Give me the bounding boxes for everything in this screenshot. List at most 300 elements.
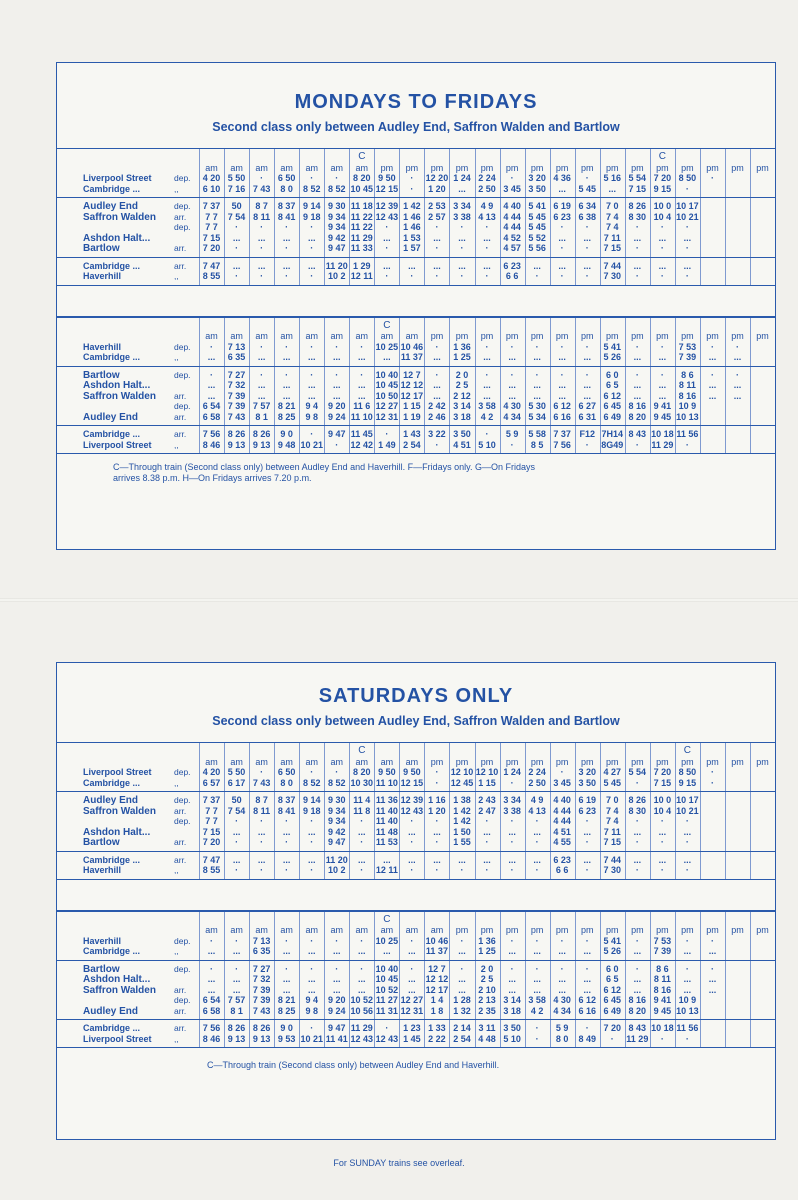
time-cell: 9 24 bbox=[327, 411, 346, 422]
time-cell: 12 15 bbox=[400, 777, 424, 788]
time-cell: · bbox=[385, 222, 389, 232]
timetable-row bbox=[57, 212, 775, 223]
time-cell: ... bbox=[358, 352, 366, 362]
time-cell: · bbox=[685, 837, 689, 847]
time-cell: ... bbox=[533, 260, 541, 271]
time-cell: ... bbox=[282, 826, 291, 837]
time-cell: 11 29 bbox=[626, 1033, 649, 1044]
time-cell: ... bbox=[433, 352, 441, 362]
time-cell: · bbox=[260, 837, 264, 847]
time-cell: · bbox=[535, 837, 539, 847]
time-cell: ... bbox=[658, 854, 667, 865]
time-cell: · bbox=[710, 963, 714, 974]
time-cell bbox=[700, 261, 725, 272]
time-cell: 5 30 bbox=[528, 401, 546, 411]
time-cell: ... bbox=[307, 974, 316, 984]
time-cell: ... bbox=[408, 984, 416, 995]
time-cell bbox=[725, 1006, 750, 1017]
time-cell: ... bbox=[508, 854, 516, 865]
time-cell: pm bbox=[505, 756, 519, 767]
station-label bbox=[57, 412, 199, 423]
station-name: Cambridge ... bbox=[83, 183, 141, 194]
time-cell: · bbox=[660, 837, 664, 847]
station-name: Haverhill bbox=[83, 271, 122, 281]
time-cell: ... bbox=[307, 380, 316, 390]
time-cell: 12 39 bbox=[375, 201, 399, 211]
time-cell: 6 23 bbox=[503, 260, 521, 271]
time-cell: ... bbox=[558, 946, 566, 956]
time-cell bbox=[725, 440, 750, 451]
time-cell: 50 bbox=[231, 795, 242, 805]
time-cell: 6 57 bbox=[202, 777, 221, 788]
time-cell: · bbox=[335, 173, 339, 183]
arr-dep-type: arr. bbox=[174, 411, 187, 422]
time-cell: 3 14 bbox=[453, 401, 471, 411]
arr-dep-type: ,, bbox=[174, 183, 179, 194]
time-cell: · bbox=[310, 271, 314, 281]
time-cell: · bbox=[310, 222, 314, 232]
time-cell: 7 39 bbox=[252, 995, 271, 1005]
time-cell: 8 0 bbox=[555, 1033, 569, 1044]
time-cell: 6 19 bbox=[578, 795, 596, 805]
time-cell bbox=[750, 936, 775, 947]
time-cell: 11 8 bbox=[353, 805, 371, 816]
time-cell: 8 26 bbox=[227, 1023, 246, 1033]
time-cell: · bbox=[685, 222, 689, 232]
time-cell: am bbox=[230, 331, 243, 341]
time-cell: ... bbox=[282, 390, 291, 401]
time-cell: · bbox=[435, 837, 439, 847]
time-cell: ... bbox=[257, 390, 266, 401]
time-cell: · bbox=[535, 1023, 539, 1033]
time-cell: · bbox=[585, 271, 589, 281]
timetable-row bbox=[57, 380, 775, 391]
timetable-row bbox=[57, 778, 775, 789]
time-cell: 9 53 bbox=[277, 1033, 296, 1044]
time-cell: ... bbox=[458, 984, 466, 995]
timetable-row bbox=[57, 974, 775, 985]
station-name: Cambridge ... bbox=[83, 260, 141, 271]
time-cell: 2 5 bbox=[480, 974, 494, 984]
timetable-row bbox=[57, 837, 775, 848]
time-cell: 10 4 bbox=[653, 805, 672, 816]
time-cell: ... bbox=[383, 854, 391, 865]
time-cell: 10 2 bbox=[327, 271, 346, 281]
time-cell: pm bbox=[555, 331, 569, 341]
station-name: Saffron Walden bbox=[83, 805, 156, 817]
timetable-row bbox=[57, 1034, 775, 1045]
time-cell: 8 55 bbox=[202, 271, 221, 281]
time-cell: 11 48 bbox=[375, 826, 398, 837]
station-label bbox=[57, 1006, 199, 1017]
time-cell: · bbox=[660, 816, 664, 826]
time-cell: pm bbox=[555, 162, 569, 173]
time-cell: 7 57 bbox=[227, 995, 246, 1005]
time-cell: 2 14 bbox=[453, 1023, 471, 1033]
time-cell bbox=[199, 746, 224, 757]
time-cell: 6 5 bbox=[606, 974, 619, 984]
time-cell bbox=[750, 995, 775, 1006]
time-cell: · bbox=[285, 816, 289, 826]
through-train-marks bbox=[57, 915, 775, 926]
time-cell: 12 31 bbox=[400, 1005, 424, 1016]
time-cell: 1 20 bbox=[428, 805, 446, 816]
time-cell: · bbox=[360, 865, 364, 875]
time-cell: · bbox=[210, 369, 214, 380]
time-cell: C bbox=[683, 746, 692, 756]
time-cell: · bbox=[285, 865, 289, 875]
time-cell: · bbox=[285, 369, 289, 380]
time-cell: 2 50 bbox=[478, 183, 496, 194]
time-cell: · bbox=[335, 935, 339, 946]
time-cell: 7 56 bbox=[202, 1023, 221, 1033]
station-name: Liverpool Street bbox=[83, 767, 152, 777]
time-cell: ... bbox=[558, 380, 566, 390]
time-cell: 7 32 bbox=[252, 974, 271, 984]
time-cell: 8 20 bbox=[628, 1005, 647, 1016]
time-cell: am bbox=[355, 162, 369, 173]
time-cell bbox=[725, 1034, 750, 1045]
time-cell: ... bbox=[358, 826, 366, 837]
time-cell: pm bbox=[480, 162, 494, 173]
time-cell: 1 42 bbox=[403, 201, 421, 211]
arr-dep-type: arr. bbox=[174, 429, 187, 439]
time-cell: 11 40 bbox=[375, 816, 398, 826]
time-cell: · bbox=[660, 1033, 664, 1044]
time-cell: · bbox=[535, 865, 539, 875]
time-cell bbox=[725, 212, 750, 223]
time-cell bbox=[374, 152, 399, 163]
time-cell: ... bbox=[282, 380, 291, 390]
time-cell bbox=[500, 746, 525, 757]
time-cell: ... bbox=[408, 854, 416, 865]
time-cell: · bbox=[310, 837, 314, 847]
time-cell: 3 34 bbox=[453, 201, 471, 211]
time-cell bbox=[274, 915, 299, 926]
time-cell: · bbox=[635, 935, 639, 946]
time-cell bbox=[750, 440, 775, 451]
time-cell: · bbox=[360, 837, 364, 847]
time-cell: ... bbox=[533, 380, 541, 390]
time-cell bbox=[725, 271, 750, 282]
time-cell: ... bbox=[333, 390, 341, 401]
time-cell: · bbox=[710, 935, 714, 946]
time-cell: · bbox=[460, 271, 464, 281]
time-cell: 8 41 bbox=[277, 211, 296, 222]
time-cell: pm bbox=[606, 756, 619, 767]
time-cell: 7 32 bbox=[227, 380, 246, 390]
station-name: Bartlow bbox=[83, 963, 120, 975]
station-label bbox=[57, 974, 199, 985]
time-cell: pm bbox=[631, 162, 644, 173]
footnotes bbox=[57, 454, 775, 484]
time-cell: am bbox=[380, 925, 394, 935]
time-cell: · bbox=[510, 777, 514, 788]
time-cell: 11 22 bbox=[350, 211, 373, 222]
time-cell: 7 37 bbox=[202, 201, 221, 211]
time-cell: ... bbox=[533, 974, 541, 984]
arr-dep-type: ,, bbox=[174, 1033, 179, 1044]
time-cell bbox=[625, 746, 650, 757]
time-cell: 2 42 bbox=[428, 401, 446, 411]
time-cell: · bbox=[460, 963, 464, 974]
arr-dep-type: dep. bbox=[174, 963, 191, 974]
time-cell: 7 30 bbox=[603, 271, 622, 281]
timetable-section bbox=[57, 366, 775, 426]
time-cell: ... bbox=[282, 352, 291, 362]
time-cell bbox=[550, 321, 575, 332]
time-cell: 6 12 bbox=[553, 401, 571, 411]
time-cell: am bbox=[330, 331, 344, 341]
time-cell: ... bbox=[232, 826, 241, 837]
time-cell: pm bbox=[656, 756, 669, 767]
time-cell: pm bbox=[505, 331, 519, 341]
time-cell bbox=[525, 915, 550, 926]
time-cell: 50 bbox=[231, 201, 242, 211]
time-cell bbox=[750, 380, 775, 391]
time-cell: ... bbox=[232, 260, 241, 271]
timetable-row bbox=[57, 1006, 775, 1017]
time-cell: · bbox=[485, 369, 489, 380]
time-cell: ... bbox=[558, 260, 566, 271]
time-cell: ... bbox=[683, 946, 692, 956]
time-cell: · bbox=[585, 837, 589, 847]
time-cell: 7 30 bbox=[603, 865, 622, 875]
time-cell: 7 57 bbox=[252, 401, 271, 411]
time-cell bbox=[525, 152, 550, 163]
time-cell bbox=[700, 152, 725, 163]
time-cell: ... bbox=[458, 183, 466, 194]
time-cell: 5 9 bbox=[555, 1023, 569, 1033]
time-cell: ... bbox=[458, 232, 466, 243]
time-cell: ... bbox=[207, 390, 216, 401]
station-label bbox=[57, 995, 199, 1006]
timetable-row bbox=[57, 201, 775, 212]
time-cell bbox=[750, 855, 775, 866]
time-cell: · bbox=[260, 865, 264, 875]
time-cell: · bbox=[585, 816, 589, 826]
time-cell bbox=[449, 915, 474, 926]
time-cell: 8 37 bbox=[277, 795, 296, 805]
time-cell: ... bbox=[633, 984, 642, 995]
time-cell: · bbox=[360, 963, 364, 974]
station-label bbox=[57, 827, 199, 838]
time-cell: 5 54 bbox=[628, 767, 647, 777]
time-cell bbox=[750, 827, 775, 838]
station-label bbox=[57, 370, 199, 381]
time-cell: am bbox=[330, 756, 344, 767]
time-cell: pm bbox=[606, 162, 619, 173]
time-cell bbox=[750, 412, 775, 423]
time-cell bbox=[625, 915, 650, 926]
time-cell bbox=[575, 915, 600, 926]
time-cell: 7 7 bbox=[205, 211, 218, 222]
time-cell bbox=[525, 746, 550, 757]
time-cell: pm bbox=[455, 162, 469, 173]
time-cell: ... bbox=[583, 974, 591, 984]
time-cell: 11 40 bbox=[375, 805, 398, 816]
time-cell: 8 49 bbox=[578, 1033, 596, 1044]
through-train-marks bbox=[57, 746, 775, 757]
time-cell: · bbox=[210, 963, 214, 974]
time-cell: pm bbox=[756, 756, 769, 767]
time-cell bbox=[650, 746, 675, 757]
time-cell bbox=[750, 401, 775, 412]
time-cell: 8 11 bbox=[678, 380, 696, 390]
timetable-row bbox=[57, 855, 775, 866]
time-cell: · bbox=[310, 429, 314, 439]
timetable-row bbox=[57, 964, 775, 975]
time-cell bbox=[199, 915, 224, 926]
time-cell: 3 20 bbox=[528, 173, 546, 183]
time-cell: 8 16 bbox=[678, 390, 697, 401]
time-cell: 7 20 bbox=[653, 173, 672, 183]
time-cell: · bbox=[560, 271, 564, 281]
time-cell: 2 46 bbox=[428, 411, 446, 422]
time-cell: 7 15 bbox=[603, 837, 622, 847]
time-cell: 11 22 bbox=[350, 222, 373, 232]
time-cell bbox=[725, 936, 750, 947]
time-cell: 1 15 bbox=[478, 777, 496, 788]
time-cell: · bbox=[285, 341, 289, 352]
time-cell: 12 27 bbox=[375, 401, 399, 411]
time-cell: ... bbox=[683, 260, 692, 271]
station-name: Ashdon Halt... bbox=[83, 380, 151, 391]
time-cell: 7 53 bbox=[653, 935, 672, 946]
time-cell: 5 10 bbox=[478, 439, 496, 450]
time-cell bbox=[700, 412, 725, 423]
time-cell: 8 52 bbox=[302, 183, 321, 194]
time-cell: C bbox=[658, 152, 666, 162]
timetable-section bbox=[57, 1019, 775, 1047]
time-cell bbox=[750, 233, 775, 244]
time-cell: ... bbox=[533, 946, 541, 956]
time-cell: 6 6 bbox=[505, 271, 519, 281]
time-cell: pm bbox=[706, 162, 719, 173]
time-cell: 5 26 bbox=[603, 352, 622, 362]
time-cell: am bbox=[305, 162, 318, 173]
time-cell: 1 28 bbox=[453, 995, 471, 1005]
time-cell: · bbox=[310, 1023, 314, 1033]
time-cell: · bbox=[435, 816, 439, 826]
time-cell: 7 15 bbox=[202, 232, 221, 243]
time-cell: · bbox=[410, 173, 414, 183]
time-cell: 8 0 bbox=[280, 183, 293, 194]
time-cell: 7 7 bbox=[205, 805, 218, 816]
time-cell: 6 45 bbox=[603, 401, 622, 411]
time-cell: ... bbox=[358, 854, 366, 865]
time-cell: 3 22 bbox=[428, 429, 446, 439]
arr-dep-type: arr. bbox=[174, 211, 187, 222]
time-cell bbox=[700, 429, 725, 440]
time-cell bbox=[725, 806, 750, 817]
time-cell: 9 4 bbox=[305, 995, 318, 1005]
time-cell: · bbox=[560, 222, 564, 232]
time-cell: ... bbox=[558, 974, 566, 984]
time-cell: 10 0 bbox=[653, 201, 672, 211]
time-cell: 8 21 bbox=[277, 401, 296, 411]
station-label bbox=[57, 342, 199, 353]
time-cell bbox=[625, 321, 650, 332]
time-cell: 1 16 bbox=[428, 795, 446, 805]
time-cell: 8 50 bbox=[678, 767, 697, 777]
time-cell: am bbox=[355, 331, 369, 341]
time-cell bbox=[725, 1023, 750, 1034]
time-cell bbox=[750, 271, 775, 282]
time-cell: · bbox=[310, 935, 314, 946]
time-cell: 4 44 bbox=[553, 816, 571, 826]
time-cell: 6 49 bbox=[603, 1005, 622, 1016]
time-cell: pm bbox=[706, 925, 719, 935]
time-cell: · bbox=[410, 935, 414, 946]
time-cell: 11 6 bbox=[353, 401, 371, 411]
arr-dep-type: ,, bbox=[174, 352, 179, 362]
time-cell: ... bbox=[232, 232, 241, 243]
time-cell: ... bbox=[282, 946, 291, 956]
time-cell: 10 9 bbox=[678, 995, 697, 1005]
arr-dep-type: dep. bbox=[174, 173, 191, 183]
time-cell: 7 43 bbox=[227, 411, 246, 422]
time-cell: 10 46 bbox=[425, 935, 449, 946]
time-cell: 1 24 bbox=[503, 767, 521, 777]
time-cell: 10 56 bbox=[350, 1005, 374, 1016]
timetable-row bbox=[57, 985, 775, 996]
time-cell: 8 26 bbox=[628, 201, 647, 211]
time-cell bbox=[475, 321, 500, 332]
time-cell: 9 42 bbox=[327, 232, 346, 243]
time-cell: 8 16 bbox=[628, 995, 647, 1005]
time-cell bbox=[249, 746, 274, 757]
time-cell: · bbox=[685, 439, 689, 450]
time-cell bbox=[750, 974, 775, 985]
time-cell: 11 56 bbox=[676, 1023, 699, 1033]
time-cell: am bbox=[280, 756, 293, 767]
station-name: Audley End bbox=[83, 795, 139, 806]
time-cell: pm bbox=[731, 331, 744, 341]
time-cell bbox=[424, 915, 449, 926]
time-cell: · bbox=[460, 935, 464, 946]
time-cell: 12 17 bbox=[400, 390, 424, 401]
time-cell: 8 16 bbox=[628, 401, 647, 411]
station-label bbox=[57, 746, 199, 757]
time-cell: · bbox=[585, 439, 589, 450]
time-cell: ... bbox=[633, 260, 642, 271]
time-cell: ... bbox=[458, 946, 466, 956]
time-cell: · bbox=[685, 271, 689, 281]
time-cell: · bbox=[285, 837, 289, 847]
time-cell: · bbox=[385, 429, 389, 439]
time-cell: 9 47 bbox=[327, 1023, 346, 1033]
time-cell: 10 52 bbox=[350, 995, 374, 1005]
time-cell: 6 34 bbox=[578, 201, 596, 211]
time-cell: 5 16 bbox=[603, 173, 622, 183]
arr-dep-type: ,, bbox=[174, 865, 179, 875]
time-cell: 1 53 bbox=[403, 232, 421, 243]
time-cell: 6 54 bbox=[202, 401, 221, 411]
time-cell bbox=[700, 995, 725, 1006]
time-cell: ... bbox=[683, 826, 692, 837]
panel-title: MONDAYS TO FRIDAYS bbox=[294, 91, 538, 113]
time-cell: 7 13 bbox=[227, 341, 246, 352]
time-cell: 7 4 bbox=[606, 222, 619, 232]
time-cell: am bbox=[305, 756, 318, 767]
time-cell: am bbox=[380, 756, 394, 767]
time-cell: 1 36 bbox=[453, 341, 471, 352]
time-cell: pm bbox=[405, 162, 419, 173]
time-cell bbox=[700, 233, 725, 244]
time-cell: ... bbox=[358, 974, 366, 984]
time-cell: am bbox=[305, 331, 318, 341]
